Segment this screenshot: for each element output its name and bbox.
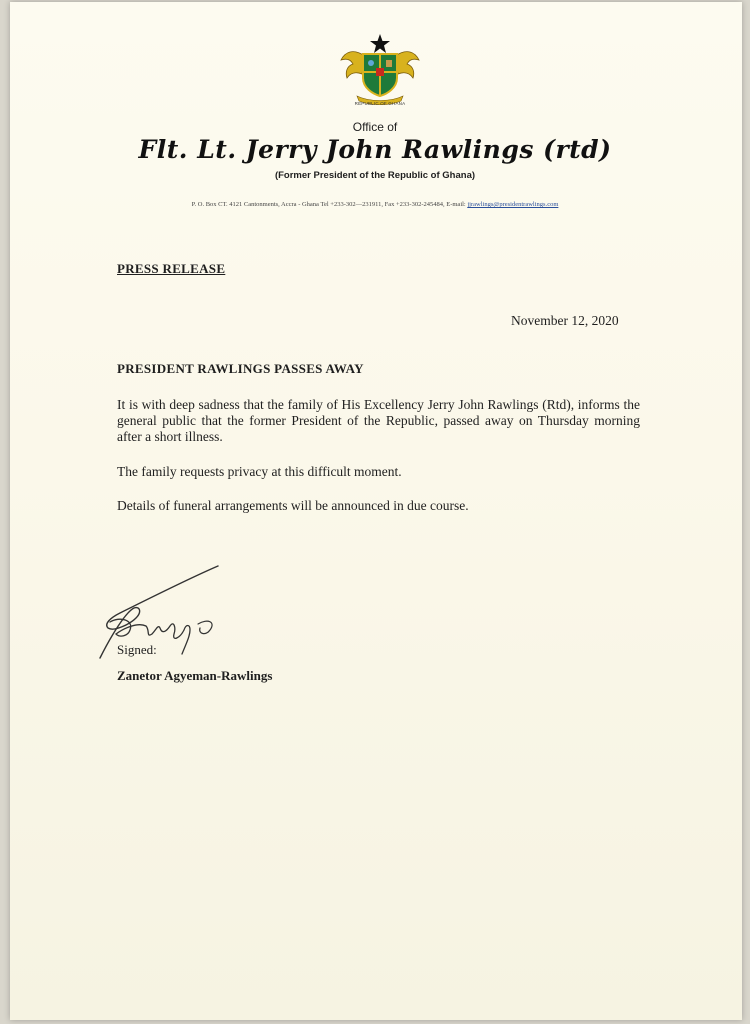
office-subtitle: (Former President of the Republic of Ghana) <box>274 170 476 181</box>
press-release-heading: PRESS RELEASE <box>117 261 226 276</box>
signer-name: Zanetor Agyeman-Rawlings <box>117 668 273 683</box>
ghana-coat-of-arms-icon <box>335 30 425 110</box>
signed-label: Signed: <box>117 642 157 657</box>
contact-details: P. O. Box CT. 4121 Cantonments, Accra - Ghana Tel +233-302—231911, Fax +233-302-245484, E-mail: <box>191 201 466 208</box>
office-name: Flt. Lt. Jerry John Rawlings (rtd) <box>138 135 612 164</box>
release-title: PRESIDENT RAWLINGS PASSES AWAY <box>117 361 364 376</box>
signature-image <box>90 558 230 668</box>
email-link[interactable]: jjrawlings@presidentrawlings.com <box>467 201 559 208</box>
release-date: November 12, 2020 <box>511 313 619 328</box>
body-paragraph-1: It is with deep sadness that the family of His Excellency Jerry John Rawlings (Rtd), informs the general public that the former President of the Republic, passed away on Thursday morning after a short illness. <box>117 397 640 444</box>
contact-line <box>0 201 750 208</box>
body-paragraph-3: Details of funeral arrangements will be announced in due course. <box>117 498 469 513</box>
body-paragraph-2: The family requests privacy at this difficult moment. <box>117 464 402 479</box>
office-of-label: Office of <box>352 120 398 134</box>
crest-caption: REPUBLIC OF GHANA <box>354 101 406 106</box>
